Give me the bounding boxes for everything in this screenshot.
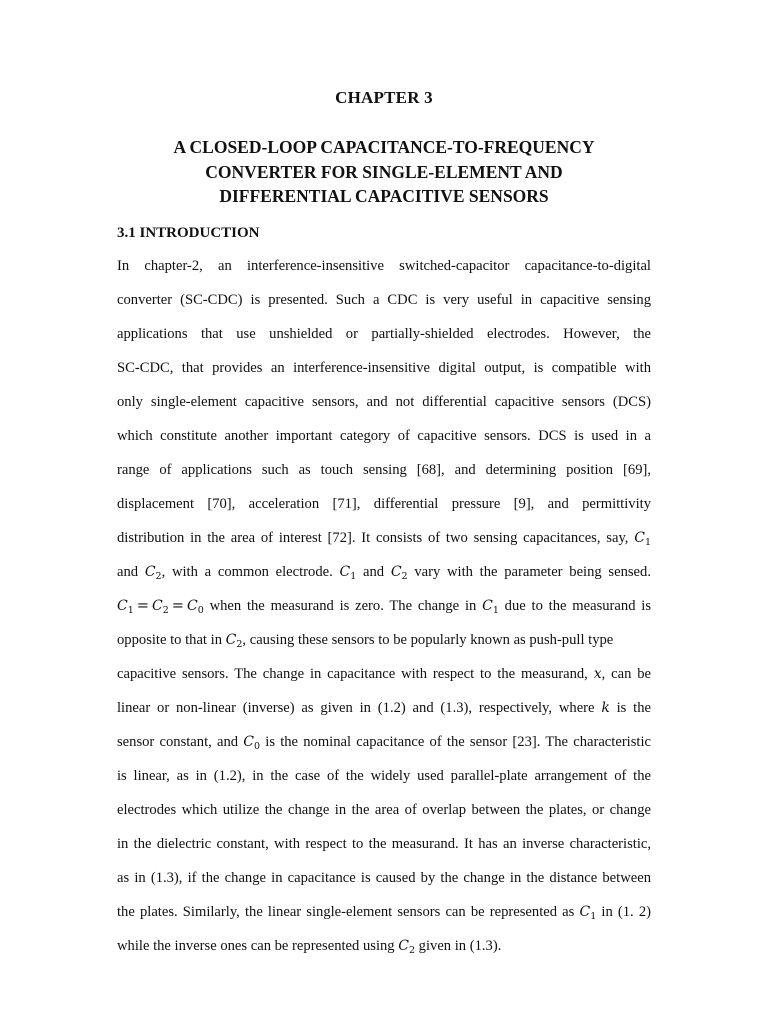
symbol-c1: $C_1$	[339, 564, 357, 582]
text-fragment: linear or non-linear (inverse) as given in (1.2) and (1.3), respectively, where	[117, 700, 595, 716]
text-line: is linear, as in (1.2), in the case of the widely used parallel-plate arrangement of the	[117, 768, 651, 784]
text-line	[117, 659, 651, 693]
text-fragment: vary with the parameter being sensed.	[414, 564, 651, 580]
symbol-c2: $C_2$	[225, 632, 243, 650]
text-line: converter (SC-CDC) is presented. Such a CDC is very useful in capacitive sensing	[117, 292, 651, 308]
chapter-title-line: A CLOSED-LOOP CAPACITANCE-TO-FREQUENCY	[173, 137, 595, 157]
symbol-x: x	[593, 666, 602, 682]
text-line	[117, 931, 651, 965]
text-fragment: is the	[616, 700, 651, 716]
text-fragment: distribution in the area of interest [72]. It consists of two sensing capacitances, say,	[117, 530, 629, 546]
symbol-k: k	[601, 700, 610, 716]
introduction-paragraph	[117, 251, 651, 965]
text-fragment: given in (1.3).	[418, 938, 502, 954]
symbol-c1: $C_1$	[117, 598, 134, 616]
symbol-c1: $C_1$	[482, 598, 499, 616]
text-fragment: the plates. Similarly, the linear single-element sensors can be represented as	[117, 904, 575, 920]
chapter-number: CHAPTER 3	[335, 88, 433, 107]
text-fragment: is the nominal capacitance of the sensor [23]. The characteristic	[265, 734, 651, 750]
chapter-title	[0, 135, 768, 209]
chapter-title-line: CONVERTER FOR SINGLE-ELEMENT AND	[205, 161, 563, 182]
text-line	[117, 557, 651, 591]
text-line	[117, 727, 651, 761]
symbol-c0: $C_0$	[243, 734, 261, 752]
text-line	[117, 693, 651, 727]
symbol-c1: $C_1$	[634, 530, 651, 548]
symbol-c2: $C_2$	[390, 564, 408, 582]
symbol-c2: $C_2$	[152, 598, 169, 616]
text-fragment: opposite to that in	[117, 632, 222, 648]
text-fragment: in (1. 2)	[601, 904, 652, 920]
text-line: electrodes which utilize the change in the area of overlap between the plates, or change	[117, 802, 651, 818]
text-fragment: and	[117, 564, 139, 580]
chapter-title-line: DIFFERENTIAL CAPACITIVE SENSORS	[219, 186, 549, 206]
text-fragment: and	[363, 564, 385, 580]
text-line	[117, 523, 651, 557]
section-heading: 3.1 INTRODUCTION	[117, 225, 260, 241]
text-line: as in (1.3), if the change in capacitance is caused by the change in the distance between	[117, 870, 651, 886]
text-fragment: capacitive sensors. The change in capacitance with respect to the measurand,	[117, 666, 588, 682]
symbol-c2: $C_2$	[144, 564, 162, 582]
text-line	[117, 897, 651, 931]
text-fragment: due to the measurand is	[504, 598, 652, 614]
text-line: SC-CDC, that provides an interference-insensitive digital output, is compatible with	[117, 360, 651, 376]
equals-sign: =	[136, 597, 149, 614]
text-line: applications that use unshielded or partially-shielded electrodes. However, the	[117, 326, 651, 342]
text-line: in the dielectric constant, with respect to the measurand. It has an inverse characteristic,	[117, 836, 651, 852]
equals-sign: =	[171, 597, 184, 614]
text-line: In chapter-2, an interference-insensitive switched-capacitor capacitance-to-digital	[117, 258, 651, 274]
text-fragment: while the inverse ones can be represented using	[117, 938, 395, 954]
text-line	[117, 591, 651, 625]
text-line: range of applications such as touch sensing [68], and determining position [69],	[117, 462, 651, 478]
symbol-c1: $C_1$	[579, 904, 597, 922]
text-fragment: , causing these sensors to be popularly known as push-pull type	[242, 632, 614, 648]
symbol-c0: $C_0$	[187, 598, 204, 616]
text-fragment: , can be	[601, 666, 652, 682]
text-line: which constitute another important category of capacitive sensors. DCS is used in a	[117, 428, 651, 444]
text-fragment: , with a common electrode.	[161, 564, 333, 580]
symbol-c2: $C_2$	[398, 938, 416, 956]
text-line: only single-element capacitive sensors, and not differential capacitive sensors (DCS)	[117, 394, 651, 410]
text-line: displacement [70], acceleration [71], differential pressure [9], and permittivity	[117, 496, 651, 512]
text-fragment: when the measurand is zero. The change in	[209, 598, 477, 614]
text-line	[117, 625, 651, 659]
text-fragment: sensor constant, and	[117, 734, 239, 750]
